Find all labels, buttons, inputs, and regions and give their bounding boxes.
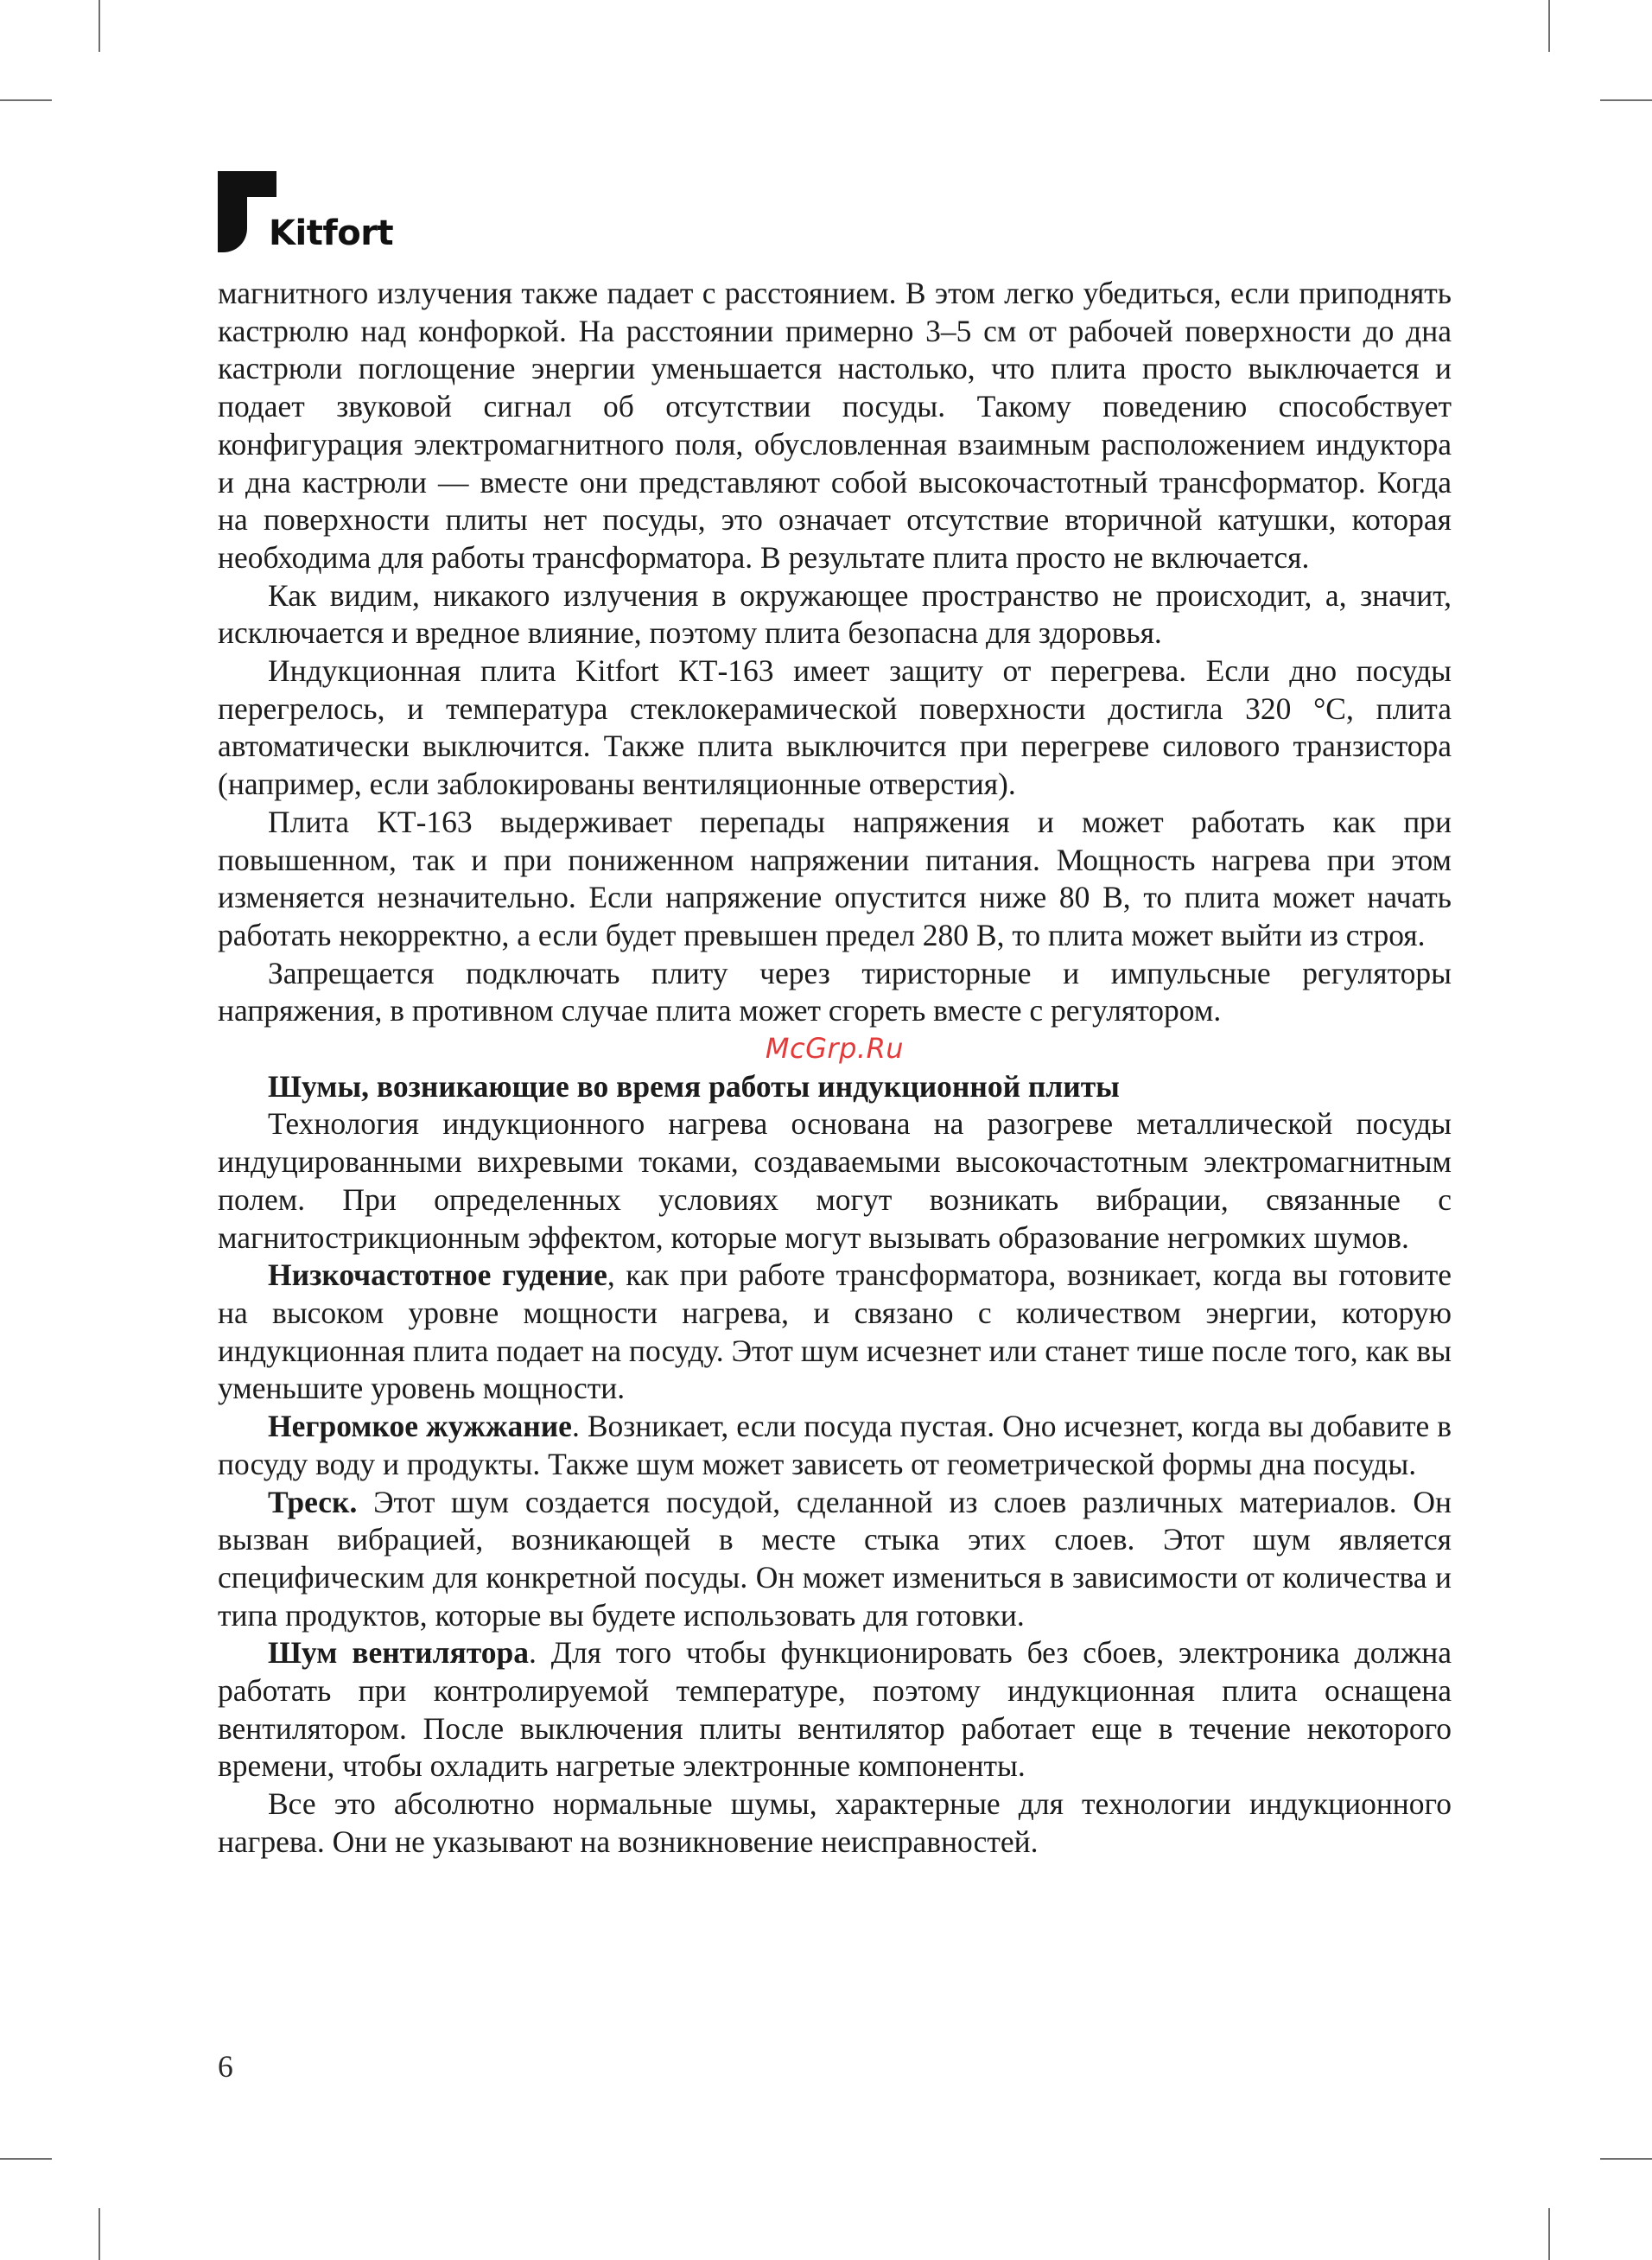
crop-mark: [0, 2158, 52, 2160]
crop-mark: [1548, 2208, 1550, 2260]
noise-term: Шум вентилятора: [268, 1635, 529, 1671]
noise-description: , как при работе трансформатора, возникает, когда вы готовите на высоком уровне мощности нагрева, и связано с количеством энергии, которую индукционная плита подает на посуду. Этот шум исчезнет или станет тише после того, как вы уменьшите уровень мощности.: [218, 1257, 1452, 1406]
brand-logo: [218, 171, 425, 258]
section-heading: Шумы, возникающие во время работы индукционной плиты: [268, 1068, 1120, 1104]
paragraph: магнитного излучения также падает с расстоянием. В этом легко убедиться, если приподнять кастрюлю над конфоркой. На расстоянии примерно 3–5 см от рабочей поверхности до дна кастрюли поглощение энергии уменьшается настолько, что плита просто выключается и подает звуковой сигнал об отсутствии посуды. Такому поведению способствует конфигурация электромагнитного поля, обусловленная взаимным расположением индуктора и дна кастрюли — вместе они представляют собой высокочастотный трансформатор. Когда на поверхности плиты нет посуды, это означает отсутствие вторичной катушки, которая необходима для работы трансформатора. В результате плита просто не включается.: [218, 276, 1452, 575]
paragraph: Как видим, никакого излучения в окружающее пространство не происходит, а, значит, исключается и вредное влияние, поэтому плита безопасна для здоровья.: [218, 577, 1452, 651]
crop-mark: [1600, 99, 1652, 101]
noise-description: . Возникает, если посуда пустая. Оно исчезнет, когда вы добавите в посуду воду и продукты. Также шум может зависеть от геометрической формы дна посуды.: [218, 1409, 1452, 1481]
crop-mark: [1548, 0, 1550, 52]
paragraph: Плита КТ-163 выдерживает перепады напряжения и может работать как при повышенном, так и при пониженном напряжении питания. Мощность нагрева при этом изменяется незначительно. Если напряжение опустится ниже 80 В, то плита может начать работать некорректно, а если будет превышен предел 280 В, то плита может выйти из строя.: [218, 804, 1452, 952]
noise-term: Низкочастотное гудение: [268, 1257, 607, 1293]
paragraph: Все это абсолютно нормальные шумы, характерные для технологии индукционного нагрева. Они не указывают на возникновение неисправностей.: [218, 1786, 1452, 1859]
crop-mark: [98, 2208, 100, 2260]
paragraph: Технология индукционного нагрева основана на разогреве металлической посуды индуцированными вихревыми токами, создаваемыми высокочастотным электромагнитным полем. При определенных условиях могут возникать вибрации, связанные с магнитострикционным эффектом, которые могут вызывать образование негромких шумов.: [218, 1106, 1452, 1255]
paragraph: Запрещается подключать плиту через тиристорные и импульсные регуляторы напряжения, в противном случае плита может сгореть вместе с регулятором.: [218, 955, 1452, 1028]
noise-term: Треск.: [268, 1484, 358, 1519]
noise-item: [218, 1257, 1452, 1408]
crop-mark: [1600, 2158, 1652, 2160]
document-body: [218, 275, 1452, 1862]
crop-mark: [0, 99, 52, 101]
noise-item: [218, 1408, 1452, 1483]
noise-item: [218, 1484, 1452, 1635]
noise-term: Негромкое жужжание: [268, 1409, 572, 1444]
noise-description: Этот шум создается посудой, сделанной из слоев различных материалов. Он вызван вибрацией, возникающей в месте стыка этих слоев. Этот шум является специфическим для конкретной посуды. Он может измениться в зависимости от количества и типа продуктов, которые вы будете использовать для готовки.: [218, 1484, 1452, 1633]
watermark: McGrp.Ru: [765, 1032, 905, 1066]
brand-logo-text: Kitfort: [269, 213, 394, 253]
paragraph: Индукционная плита Kitfort КТ-163 имеет защиту от перегрева. Если дно посуды перегрелось, и температура стеклокерамической поверхности достигла 320 °С, плита автоматически выключится. Также плита выключится при перегреве силового транзистора (например, если заблокированы вентиляционные отверстия).: [218, 653, 1452, 802]
noise-description: . Для того чтобы функционировать без сбоев, электроника должна работать при контролируемой температуре, поэтому индукционная плита оснащена вентилятором. После выключения плиты вентилятор работает еще в течение некоторого времени, чтобы охладить нагретые электронные компоненты.: [218, 1635, 1452, 1784]
page-number: 6: [218, 2049, 233, 2084]
crop-mark: [98, 0, 100, 52]
noise-item: [218, 1634, 1452, 1786]
